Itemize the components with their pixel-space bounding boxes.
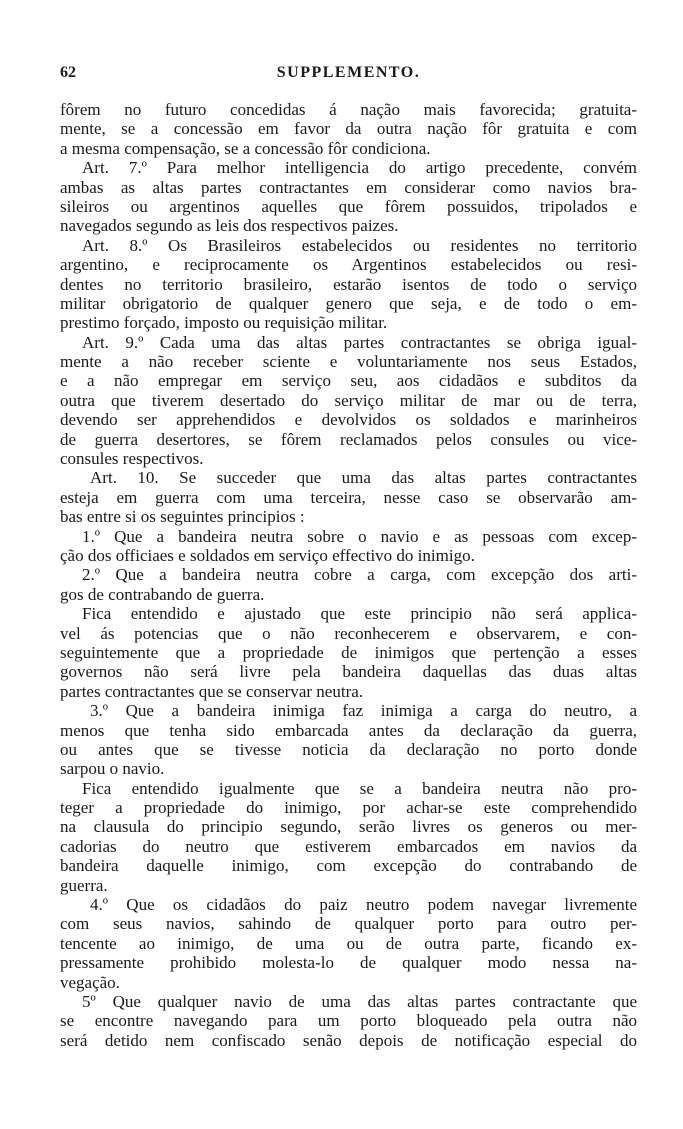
document-body	[60, 100, 637, 1050]
text-line: se encontre navegando para um porto bloqueado pela outra não	[60, 1011, 637, 1031]
text-line: a mesma compensação, se a concessão fôr condiciona.	[60, 138, 431, 158]
text-line: ção dos officiaes e soldados em serviço effectivo do inimigo.	[60, 545, 475, 565]
text-line: pressamente prohibido molesta-lo de qualquer modo nessa na-	[60, 953, 637, 973]
text-line: tencente ao inimigo, de uma ou de outra parte, ficando ex-	[60, 933, 637, 953]
text-line: outra que tiverem desertado do serviço militar de mar ou de terra,	[60, 390, 637, 410]
text-line: argentino, e reciprocamente os Argentinos estabelecidos ou resi-	[60, 255, 637, 275]
text-line: Art. 10. Se succeder que uma das altas partes contractantes	[90, 468, 637, 488]
text-line: 5º Que qualquer navio de uma das altas partes contractante que	[82, 991, 637, 1011]
text-line: vegação.	[60, 972, 120, 992]
text-line: prestimo forçado, imposto ou requisição militar.	[60, 313, 388, 333]
text-line: guerra.	[60, 875, 108, 895]
text-line: e a não empregar em serviço seu, aos cidadãos e subditos da	[60, 371, 637, 391]
text-line: partes contractantes que se conservar neutra.	[60, 681, 364, 701]
text-line: dentes no territorio brasileiro, estarão isentos de todo o serviço	[60, 274, 637, 294]
text-line: governos não será livre pela bandeira daquellas das duas altas	[60, 662, 637, 682]
page-number: 62	[60, 64, 76, 81]
text-line: mente, se a concessão em favor da outra nação fôr gratuita e com	[60, 119, 637, 139]
text-line: esteja em guerra com uma terceira, nesse caso se observarão am-	[60, 487, 637, 507]
text-line: gos de contrabando de guerra.	[60, 584, 265, 604]
text-line: mente a não receber sciente e voluntariamente nos seus Estados,	[60, 352, 637, 372]
text-line: Fica entendido igualmente que se a bandeira neutra não pro-	[82, 778, 637, 798]
text-line: devendo ser apprehendidos e devolvidos os soldados e marinheiros	[60, 410, 637, 430]
text-line: vel ás potencias que o não reconhecerem e observarem, e con-	[60, 623, 637, 643]
text-line: com seus navios, sahindo de qualquer porto para outro per-	[60, 914, 637, 934]
text-line: 4.º Que os cidadãos do paiz neutro podem navegar livremente	[90, 895, 637, 915]
text-line: Art. 7.º Para melhor intelligencia do artigo precedente, convém	[82, 158, 637, 178]
text-line: será detido nem confiscado senão depois de notificação especial do	[60, 1030, 637, 1050]
text-line: Art. 8.º Os Brasileiros estabelecidos ou residentes no territorio	[82, 235, 637, 255]
text-line: menos que tenha sido embarcada antes da declaração da guerra,	[60, 720, 637, 740]
text-line: 2.º Que a bandeira neutra cobre a carga, com excepção dos arti-	[82, 565, 637, 585]
text-line: ambas as altas partes contractantes em considerar como navios bra-	[60, 177, 637, 197]
text-line: bas entre si os seguintes principios :	[60, 507, 305, 527]
text-line: teger a propriedade do inimigo, por achar-se este comprehendido	[60, 798, 637, 818]
text-line: Art. 9.º Cada uma das altas partes contractantes se obriga igual-	[82, 332, 637, 352]
text-line: 1.º Que a bandeira neutra sobre o navio e as pessoas com excep-	[82, 526, 637, 546]
text-line: seguintemente que a propriedade de inimigos que pertenção a esses	[60, 642, 637, 662]
text-line: cadorias do neutro que estiverem embarcados em navios da	[60, 836, 637, 856]
text-line: sileiros ou argentinos aquelles que fôrem possuidos, tripolados e	[60, 196, 637, 216]
text-line: 3.º Que a bandeira inimiga faz inimiga a carga do neutro, a	[90, 701, 637, 721]
running-title: SUPPLEMENTO.	[276, 64, 421, 81]
text-line: navegados segundo as leis dos respectivos paizes.	[60, 216, 399, 236]
text-line: Fica entendido e ajustado que este principio não será applica-	[82, 604, 637, 624]
text-line: sarpou o navio.	[60, 759, 165, 779]
text-line: consules respectivos.	[60, 449, 204, 469]
text-line: de guerra desertores, se fôrem reclamados pelos consules ou vice-	[60, 429, 637, 449]
text-line: na clausula do principio segundo, serão livres os generos ou mer-	[60, 817, 637, 837]
text-line: militar obrigatorio de qualquer genero que seja, e de todo o em-	[60, 293, 637, 313]
text-line: bandeira daquelle inimigo, com excepção do contrabando de	[60, 856, 637, 876]
text-line: fôrem no futuro concedidas á nação mais favorecida; gratuita-	[60, 100, 637, 119]
text-line: ou antes que se tivesse noticia da declaração no porto donde	[60, 739, 637, 759]
page-header	[60, 64, 637, 86]
